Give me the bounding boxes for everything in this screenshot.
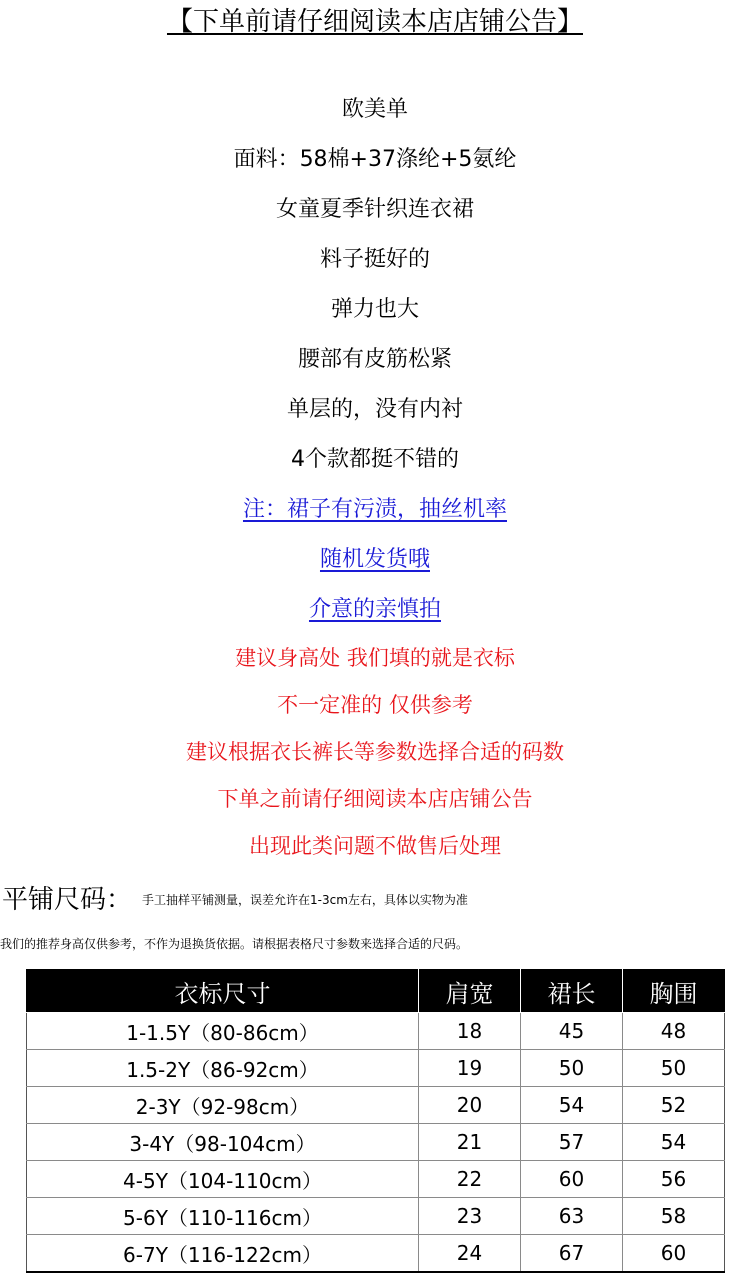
cell-shoulder: 24 [419,1235,521,1273]
cell-label-size: 1-1.5Y（80-86cm） [27,1013,419,1050]
cell-chest: 60 [623,1235,725,1273]
cell-shoulder: 23 [419,1198,521,1235]
cell-dress-length: 45 [521,1013,623,1050]
cell-label-size: 1.5-2Y（86-92cm） [27,1050,419,1087]
cell-chest: 48 [623,1013,725,1050]
description-line: 欧美单 [341,97,408,122]
header-dress-length: 裙长 [521,970,623,1013]
cell-dress-length: 63 [521,1198,623,1235]
cell-chest: 58 [623,1198,725,1235]
cell-chest: 54 [623,1124,725,1161]
cell-label-size: 4-5Y（104-110cm） [27,1161,419,1198]
description-line[interactable]: 注：裙子有污渍，抽丝机率 [242,497,507,522]
cell-dress-length: 50 [521,1050,623,1087]
description-line: 4个款都挺不错的 [291,447,459,472]
header-shoulder: 肩宽 [419,970,521,1013]
description-line: 料子挺好的 [319,247,430,272]
description-line: 弹力也大 [330,297,419,322]
table-row [27,1235,725,1273]
header-chest: 胸围 [623,970,725,1013]
cell-label-size: 2-3Y（92-98cm） [27,1087,419,1124]
cell-dress-length: 57 [521,1124,623,1161]
table-row [27,1161,725,1198]
cell-label-size: 6-7Y（116-122cm） [27,1235,419,1273]
description-line[interactable]: 介意的亲慎拍 [308,597,441,622]
description-line: 下单之前请仔细阅读本店店铺公告 [217,787,533,811]
cell-label-size: 5-6Y（110-116cm） [27,1198,419,1235]
cell-dress-length: 60 [521,1161,623,1198]
cell-shoulder: 21 [419,1124,521,1161]
description-line: 腰部有皮筋松紧 [297,347,452,372]
table-row [27,1050,725,1087]
description-line: 不一定准的 仅供参考 [277,693,473,717]
cell-shoulder: 20 [419,1087,521,1124]
header-label-size: 衣标尺寸 [27,970,419,1013]
cell-shoulder: 18 [419,1013,521,1050]
table-row [27,1087,725,1124]
cell-shoulder: 19 [419,1050,521,1087]
notice-title: 【下单前请仔细阅读本店店铺公告】 [166,7,583,37]
cell-shoulder: 22 [419,1161,521,1198]
cell-chest: 50 [623,1050,725,1087]
table-row [27,1124,725,1161]
size-table-body [27,1013,725,1273]
cell-chest: 52 [623,1087,725,1124]
table-row [27,1198,725,1235]
size-table-header-row [27,970,725,1013]
size-table [26,969,725,1273]
recommendation-note: 我们的推荐身高仅供参考，不作为退换货依据。请根据表格尺寸参数来选择合适的尺码。 [0,937,469,951]
description-line: 女童夏季针织连衣裙 [275,197,474,222]
description-line: 单层的，没有内衬 [286,397,463,422]
table-row [27,1013,725,1050]
description-line: 面料：58棉+37涤纶+5氨纶 [233,147,517,172]
description-line: 建议根据衣长裤长等参数选择合适的码数 [186,740,564,764]
description-line: 出现此类问题不做售后处理 [249,834,501,858]
measurement-header [2,882,468,918]
cell-dress-length: 54 [521,1087,623,1124]
measurement-title: 平铺尺码： [2,885,133,915]
description-line: 建议身高处 我们填的就是衣标 [235,646,515,670]
cell-label-size: 3-4Y（98-104cm） [27,1124,419,1161]
cell-dress-length: 67 [521,1235,623,1273]
description-line[interactable]: 随机发货哦 [319,547,430,572]
measurement-note: 手工抽样平铺测量，误差允许在1-3cm左右，具体以实物为准 [142,893,468,907]
cell-chest: 56 [623,1161,725,1198]
